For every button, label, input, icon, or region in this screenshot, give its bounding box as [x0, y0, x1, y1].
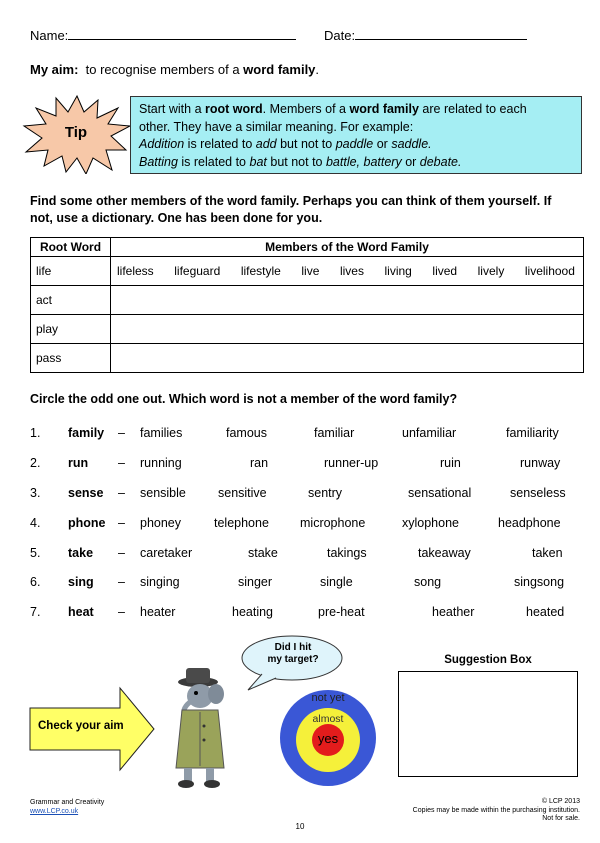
key-word: heat [68, 605, 94, 619]
choice-word[interactable]: running [140, 456, 182, 470]
table-row [31, 286, 584, 315]
members-cell[interactable] [111, 257, 584, 286]
word-family-table [30, 237, 584, 373]
row-number: 2. [30, 456, 41, 470]
members-header: Members of the Word Family [111, 238, 584, 257]
family-instructions [30, 193, 590, 227]
member-word: lives [339, 264, 364, 278]
choice-word[interactable]: ruin [440, 456, 461, 470]
aim-end: . [315, 62, 320, 77]
dash: – [118, 575, 125, 589]
tip-line-2: other. They have a similar meaning. For example: [139, 119, 414, 134]
choice-word[interactable]: singsong [514, 575, 565, 589]
speech-line-2: my target? [267, 654, 319, 665]
aim-term: word family [243, 62, 316, 77]
choice-word[interactable]: heather [432, 605, 475, 619]
row-number: 7. [30, 605, 41, 619]
member-word: live [301, 264, 320, 278]
root-cell: play [31, 315, 111, 344]
key-word: take [68, 546, 94, 560]
target-label-yes: yes [317, 731, 339, 746]
choice-word[interactable]: heated [526, 605, 565, 619]
dash: – [118, 456, 125, 470]
member-word: lived [432, 264, 458, 278]
root-cell: pass [31, 344, 111, 373]
suggestion-box[interactable] [398, 671, 578, 777]
instructions-line-1: Find some other members of the word family. Perhaps you can think of them yourself. If [30, 194, 552, 208]
footer-left [30, 798, 104, 816]
speech-line-1: Did I hit [274, 642, 312, 653]
odd-row-sing [30, 575, 586, 593]
choice-word[interactable]: sensitive [218, 486, 267, 500]
page-number: 10 [295, 822, 305, 831]
member-word: living [384, 264, 412, 278]
table-row [31, 344, 584, 373]
members-cell[interactable] [111, 344, 584, 373]
choice-word[interactable]: senseless [510, 486, 566, 500]
footer-publication: Grammar and Creativity [30, 799, 105, 806]
name-field[interactable] [30, 28, 296, 43]
choice-word[interactable]: taken [532, 546, 563, 560]
root-word-header: Root Word [31, 238, 111, 257]
choice-word[interactable]: microphone [300, 516, 366, 530]
footer-copyright: © LCP 2013 [541, 798, 580, 805]
check-aim-label: Check your aim [38, 720, 124, 732]
footer-copy-note: Copies may be made within the purchasing institution. [412, 806, 580, 814]
choice-word[interactable]: sensational [408, 486, 472, 500]
tip-line-4: Batting is related to bat but not to battle, battery or debate. [139, 154, 462, 169]
odd-row-heat [30, 605, 586, 623]
choice-word[interactable]: phoney [140, 516, 182, 530]
instructions-line-2: not, use a dictionary. One has been done for you. [30, 211, 323, 225]
choice-word[interactable]: takings [327, 546, 367, 560]
date-line [355, 28, 527, 40]
choice-word[interactable]: familiarity [506, 426, 559, 440]
tip-label: Tip [64, 124, 88, 141]
dash: – [118, 546, 125, 560]
root-cell: act [31, 286, 111, 315]
odd-row-family [30, 426, 586, 444]
speech-text [252, 642, 334, 666]
footer-link[interactable]: www.LCP.co.uk [30, 808, 79, 815]
choice-word[interactable]: heating [232, 605, 274, 619]
tip-line-1: Start with a root word. Members of a word family are related to each [139, 102, 527, 116]
aim-label: My aim: [30, 62, 79, 77]
choice-word[interactable]: familiar [314, 426, 355, 440]
choice-word[interactable]: single [320, 575, 353, 589]
key-word: sense [68, 486, 104, 500]
choice-word[interactable]: xylophone [402, 516, 459, 530]
odd-row-phone [30, 516, 586, 534]
key-word: run [68, 456, 89, 470]
tip-line-3: Addition is related to add but not to paddle or saddle. [139, 137, 432, 151]
choice-word[interactable]: families [140, 426, 183, 440]
choice-word[interactable]: singer [238, 575, 273, 589]
table-row [31, 315, 584, 344]
row-number: 6. [30, 575, 41, 589]
key-word: sing [68, 575, 94, 589]
date-field[interactable] [324, 28, 527, 43]
member-word: lifeguard [174, 264, 221, 278]
choice-word[interactable]: heater [140, 605, 176, 619]
dash: – [118, 426, 125, 440]
dash: – [118, 516, 125, 530]
member-word: lifestyle [240, 264, 281, 278]
detective-character-illustration [160, 660, 240, 790]
name-line [68, 28, 296, 40]
choice-word[interactable]: singing [140, 575, 180, 589]
choice-word[interactable]: takeaway [418, 546, 471, 560]
table-header-row [31, 238, 584, 257]
choice-word[interactable]: runway [520, 456, 561, 470]
target-label-almost: almost [312, 713, 344, 725]
aim-statement [30, 62, 319, 77]
choice-word[interactable]: sensible [140, 486, 186, 500]
choice-word[interactable]: pre-heat [318, 605, 365, 619]
dash: – [118, 486, 125, 500]
odd-row-run [30, 456, 586, 474]
tip-box [130, 96, 582, 174]
choice-word[interactable]: caretaker [140, 546, 193, 560]
member-word: lifeless [117, 264, 154, 278]
row-number: 3. [30, 486, 41, 500]
dash: – [118, 605, 125, 619]
root-cell: life [31, 257, 111, 286]
odd-row-take [30, 546, 586, 564]
name-label: Name: [30, 28, 69, 43]
date-label: Date: [324, 28, 356, 43]
aim-text: to recognise members of a [85, 62, 240, 77]
key-word: family [68, 426, 105, 440]
key-word: phone [68, 516, 106, 530]
odd-one-out-heading: Circle the odd one out. Which word is not a member of the word family? [30, 392, 458, 406]
choice-word[interactable]: sentry [308, 486, 343, 500]
row-number: 4. [30, 516, 41, 530]
row-number: 1. [30, 426, 41, 440]
footer-right [413, 798, 580, 824]
choice-word[interactable]: telephone [214, 516, 269, 530]
table-row [31, 257, 584, 286]
choice-word[interactable]: famous [226, 426, 267, 440]
members-cell[interactable] [111, 286, 584, 315]
choice-word[interactable]: headphone [498, 516, 561, 530]
choice-word[interactable]: runner-up [324, 456, 379, 470]
choice-word[interactable]: ran [250, 456, 269, 470]
odd-row-sense [30, 486, 586, 504]
target-label-not-yet: not yet [311, 692, 345, 704]
choice-word[interactable]: stake [248, 546, 278, 560]
choice-word[interactable]: song [414, 575, 442, 589]
footer-not-for-sale: Not for sale. [542, 815, 580, 822]
member-word: lively [477, 264, 505, 278]
choice-word[interactable]: unfamiliar [402, 426, 457, 440]
members-cell[interactable] [111, 315, 584, 344]
row-number: 5. [30, 546, 41, 560]
member-word: livelihood [524, 264, 575, 278]
suggestion-box-title: Suggestion Box [444, 654, 532, 666]
